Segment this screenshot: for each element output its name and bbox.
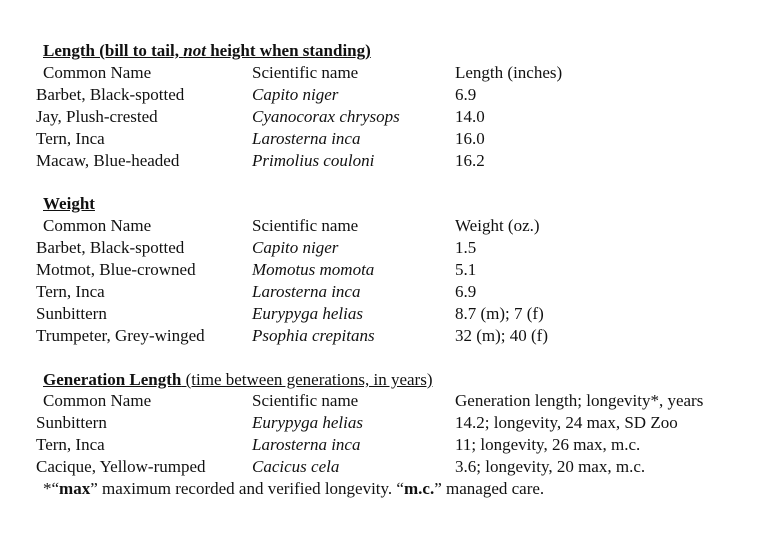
common-name: Tern, Inca xyxy=(36,129,105,148)
common-name: Sunbittern xyxy=(36,304,107,323)
length-value: 16.2 xyxy=(455,151,485,170)
scientific-name: Eurypyga helias xyxy=(252,304,363,323)
header-common-name: Common Name xyxy=(43,216,152,235)
scientific-name: Larosterna inca xyxy=(252,435,361,454)
length-value: 16.0 xyxy=(455,129,485,148)
length-title-pre: Length (bill to tail, xyxy=(43,41,184,60)
scientific-name: Larosterna inca xyxy=(252,282,361,301)
length-value: 14.0 xyxy=(455,107,485,126)
common-name: Cacique, Yellow-rumped xyxy=(36,457,206,476)
weight-value: 5.1 xyxy=(455,260,477,279)
weight-value: 32 (m); 40 (f) xyxy=(455,326,549,345)
header-weight: Weight (oz.) xyxy=(455,216,540,235)
generation-title-note: (time between generations, in years) xyxy=(181,370,433,389)
generation-title-text: Generation Length xyxy=(43,370,182,389)
weight-value: 8.7 (m); 7 (f) xyxy=(455,304,544,323)
footnote xyxy=(43,478,544,500)
common-name: Trumpeter, Grey-winged xyxy=(36,326,205,345)
scientific-name: Cacicus cela xyxy=(252,457,340,476)
length-title-not: not xyxy=(183,41,206,60)
scientific-name: Capito niger xyxy=(252,238,339,257)
header-common-name: Common Name xyxy=(43,391,152,410)
weight-value: 1.5 xyxy=(455,238,477,257)
scientific-name: Larosterna inca xyxy=(252,129,361,148)
weight-section-title: Weight xyxy=(43,194,95,213)
footnote-part: ” managed care. xyxy=(434,479,545,498)
scientific-name: Capito niger xyxy=(252,85,339,104)
footnote-bold-max: max xyxy=(59,479,91,498)
common-name: Motmot, Blue-crowned xyxy=(36,260,196,279)
header-scientific-name: Scientific name xyxy=(252,63,359,82)
common-name: Sunbittern xyxy=(36,413,107,432)
common-name: Jay, Plush-crested xyxy=(36,107,158,126)
header-common-name: Common Name xyxy=(43,63,152,82)
length-value: 6.9 xyxy=(455,85,477,104)
common-name: Barbet, Black-spotted xyxy=(36,238,185,257)
scientific-name: Psophia crepitans xyxy=(252,326,375,345)
footnote-part: *“ xyxy=(43,479,60,498)
weight-value: 6.9 xyxy=(455,282,477,301)
generation-value: 14.2; longevity, 24 max, SD Zoo xyxy=(455,413,678,432)
scientific-name: Momotus momota xyxy=(252,260,375,279)
generation-value: 11; longevity, 26 max, m.c. xyxy=(455,435,641,454)
common-name: Tern, Inca xyxy=(36,282,105,301)
length-section-title xyxy=(43,40,371,62)
header-length: Length (inches) xyxy=(455,63,563,82)
footnote-part: ” maximum recorded and verified longevity. “ xyxy=(90,479,404,498)
common-name: Macaw, Blue-headed xyxy=(36,151,180,170)
scientific-name: Eurypyga helias xyxy=(252,413,363,432)
scientific-name: Cyanocorax chrysops xyxy=(252,107,400,126)
common-name: Tern, Inca xyxy=(36,435,105,454)
header-scientific-name: Scientific name xyxy=(252,391,359,410)
header-generation-length: Generation length; longevity*, years xyxy=(455,391,704,410)
generation-value: 3.6; longevity, 20 max, m.c. xyxy=(455,457,646,476)
header-scientific-name: Scientific name xyxy=(252,216,359,235)
length-title-post: height when standing) xyxy=(205,41,371,60)
common-name: Barbet, Black-spotted xyxy=(36,85,185,104)
scientific-name: Primolius couloni xyxy=(252,151,375,170)
footnote-bold-mc: m.c. xyxy=(403,479,435,498)
generation-section-title xyxy=(43,369,432,391)
